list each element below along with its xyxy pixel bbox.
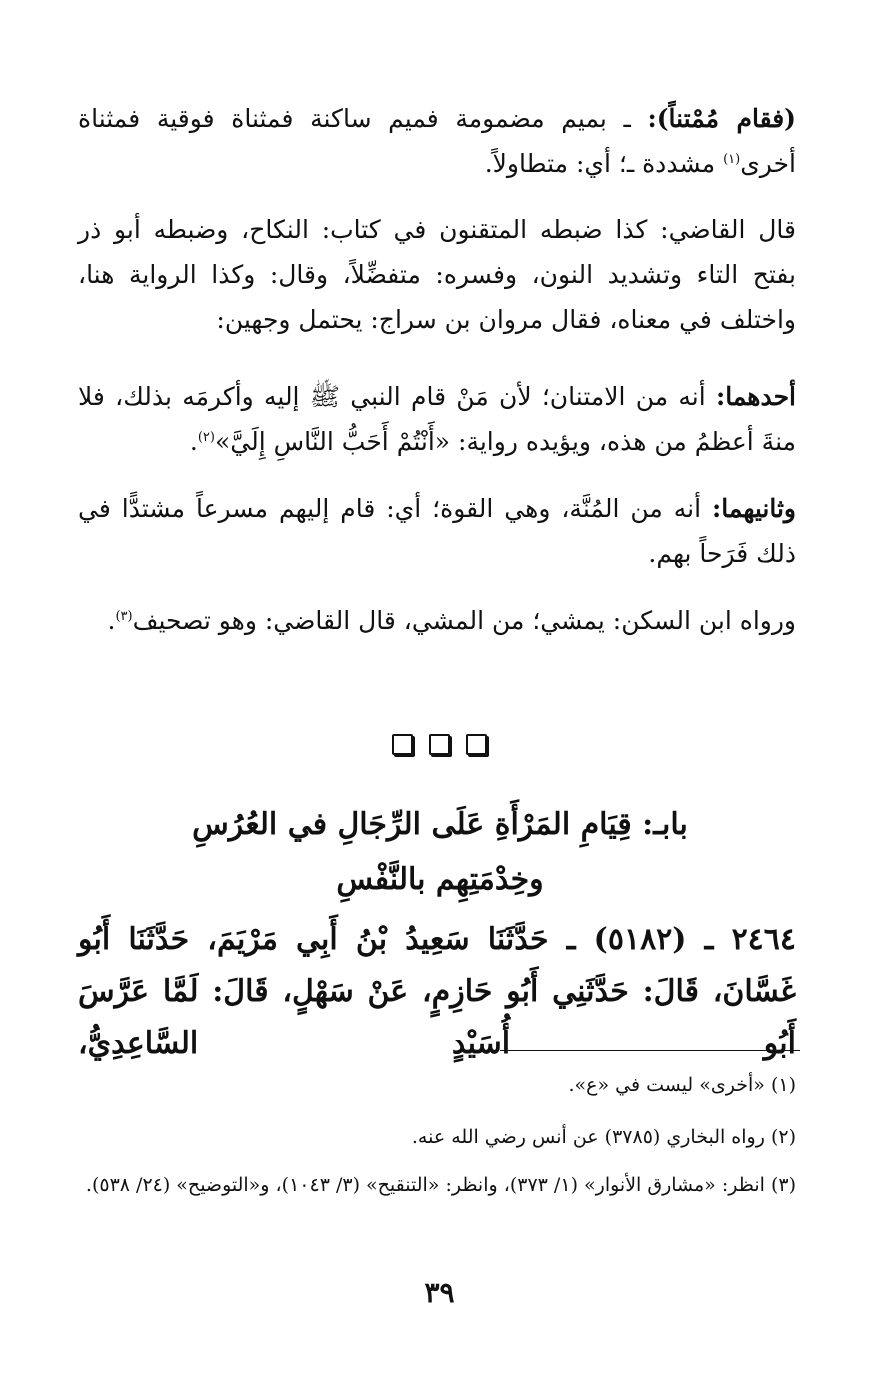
paragraph-4 <box>78 486 796 576</box>
square-ornament-icon <box>466 734 487 755</box>
section-separator <box>0 734 879 759</box>
paragraph-1-lead: (فقام مُمْتناً): <box>647 104 796 133</box>
paragraph-1-tail: مشددة ـ؛ أي: متطاولاً. <box>484 149 724 178</box>
footnote-ref-1[interactable]: (١) <box>723 152 741 167</box>
footnote-3 <box>78 1166 796 1204</box>
paragraph-1-text: ـ بميم مضمومة فميم ساكنة فمثناة فوقية فمثناة أخرى <box>78 104 796 178</box>
chapter-title-line-2: وخِدْمَتِهِم بالنَّفْسِ <box>336 862 544 897</box>
hadith-text: ٢٤٦٤ ـ (٥١٨٢) ـ حَدَّثَنَا سَعِيدُ بْنُ أَبِي مَرْيَمَ، حَدَّثَنَا أَبُو غَسَّانَ، قَالَ: حَدَّثَنِي أَبُو حَازِمٍ، عَنْ سَهْلٍ، قَالَ: لَمَّا عَرَّسَ أَبُو أُسَيْدٍ السَّاعِدِيُّ، <box>78 922 797 1061</box>
page-number: ٣٩ <box>424 1276 455 1309</box>
footnote-3-number: (٣) <box>770 1174 796 1196</box>
footnote-1 <box>78 1066 796 1104</box>
footnote-ref-3[interactable]: (٣) <box>115 609 133 624</box>
chapter-heading-line-2 <box>100 855 780 905</box>
footnote-ref-2[interactable]: (٢) <box>197 430 215 445</box>
paragraph-5-tail: . <box>107 606 116 635</box>
footnote-2 <box>78 1118 796 1156</box>
paragraph-4-text: أنه من المُنَّة، وهي القوة؛ أي: قام إليهم مسرعاً مشتدًّا في ذلك فَرَحاً بهم. <box>78 494 796 568</box>
paragraph-3-text: أنه من الامتنان؛ لأن مَنْ قام النبي ﷺ إليه وأكرمَه بذلك، فلا منةَ أعظمُ من هذه، ويؤيده رواية: «أَنْتُمْ أَحَبُّ النَّاسِ إِلَيَّ» <box>78 382 796 456</box>
paragraph-5-text: ورواه ابن السكن: يمشي؛ من المشي، قال القاضي: وهو تصحيف <box>132 606 796 635</box>
paragraph-2 <box>78 207 796 342</box>
footnote-divider <box>500 1050 800 1051</box>
paragraph-4-lead: وثانيهما: <box>712 494 796 523</box>
footnote-1-text: «أخرى» ليست في «ع». <box>568 1074 765 1096</box>
chapter-prefix: بابـ: <box>642 807 688 842</box>
footnote-3-text: انظر: «مشارق الأنوار» (١/ ٣٧٣)، وانظر: «التنقيح» (٣/ ١٠٤٣)، و«التوضيح» (٢٤/ ٥٣٨). <box>85 1174 765 1196</box>
paragraph-1 <box>78 96 796 186</box>
footnote-2-number: (٢) <box>770 1126 796 1148</box>
chapter-heading-line-1 <box>100 800 780 850</box>
chapter-title-line-1: قِيَامِ المَرْأَةِ عَلَى الرِّجَالِ في العُرُسِ <box>192 807 643 842</box>
paragraph-3 <box>78 374 796 464</box>
square-ornament-icon <box>392 734 413 755</box>
paragraph-2-text: قال القاضي: كذا ضبطه المتقنون في كتاب: النكاح، وضبطه أبو ذر بفتح التاء وتشديد النون، وفسره: متفضِّلاً، وقال: وكذا الرواية هنا، واختلف في معناه، فقال مروان بن سراج: يحتمل وجهين: <box>78 215 796 334</box>
paragraph-3-lead: أحدهما: <box>715 382 796 411</box>
paragraph-5 <box>78 598 796 643</box>
paragraph-3-tail: . <box>189 427 198 456</box>
footnote-1-number: (١) <box>770 1074 796 1096</box>
footnote-2-text: رواه البخاري (٣٧٨٥) عن أنس رضي الله عنه. <box>411 1126 765 1148</box>
square-ornament-icon <box>429 734 450 755</box>
